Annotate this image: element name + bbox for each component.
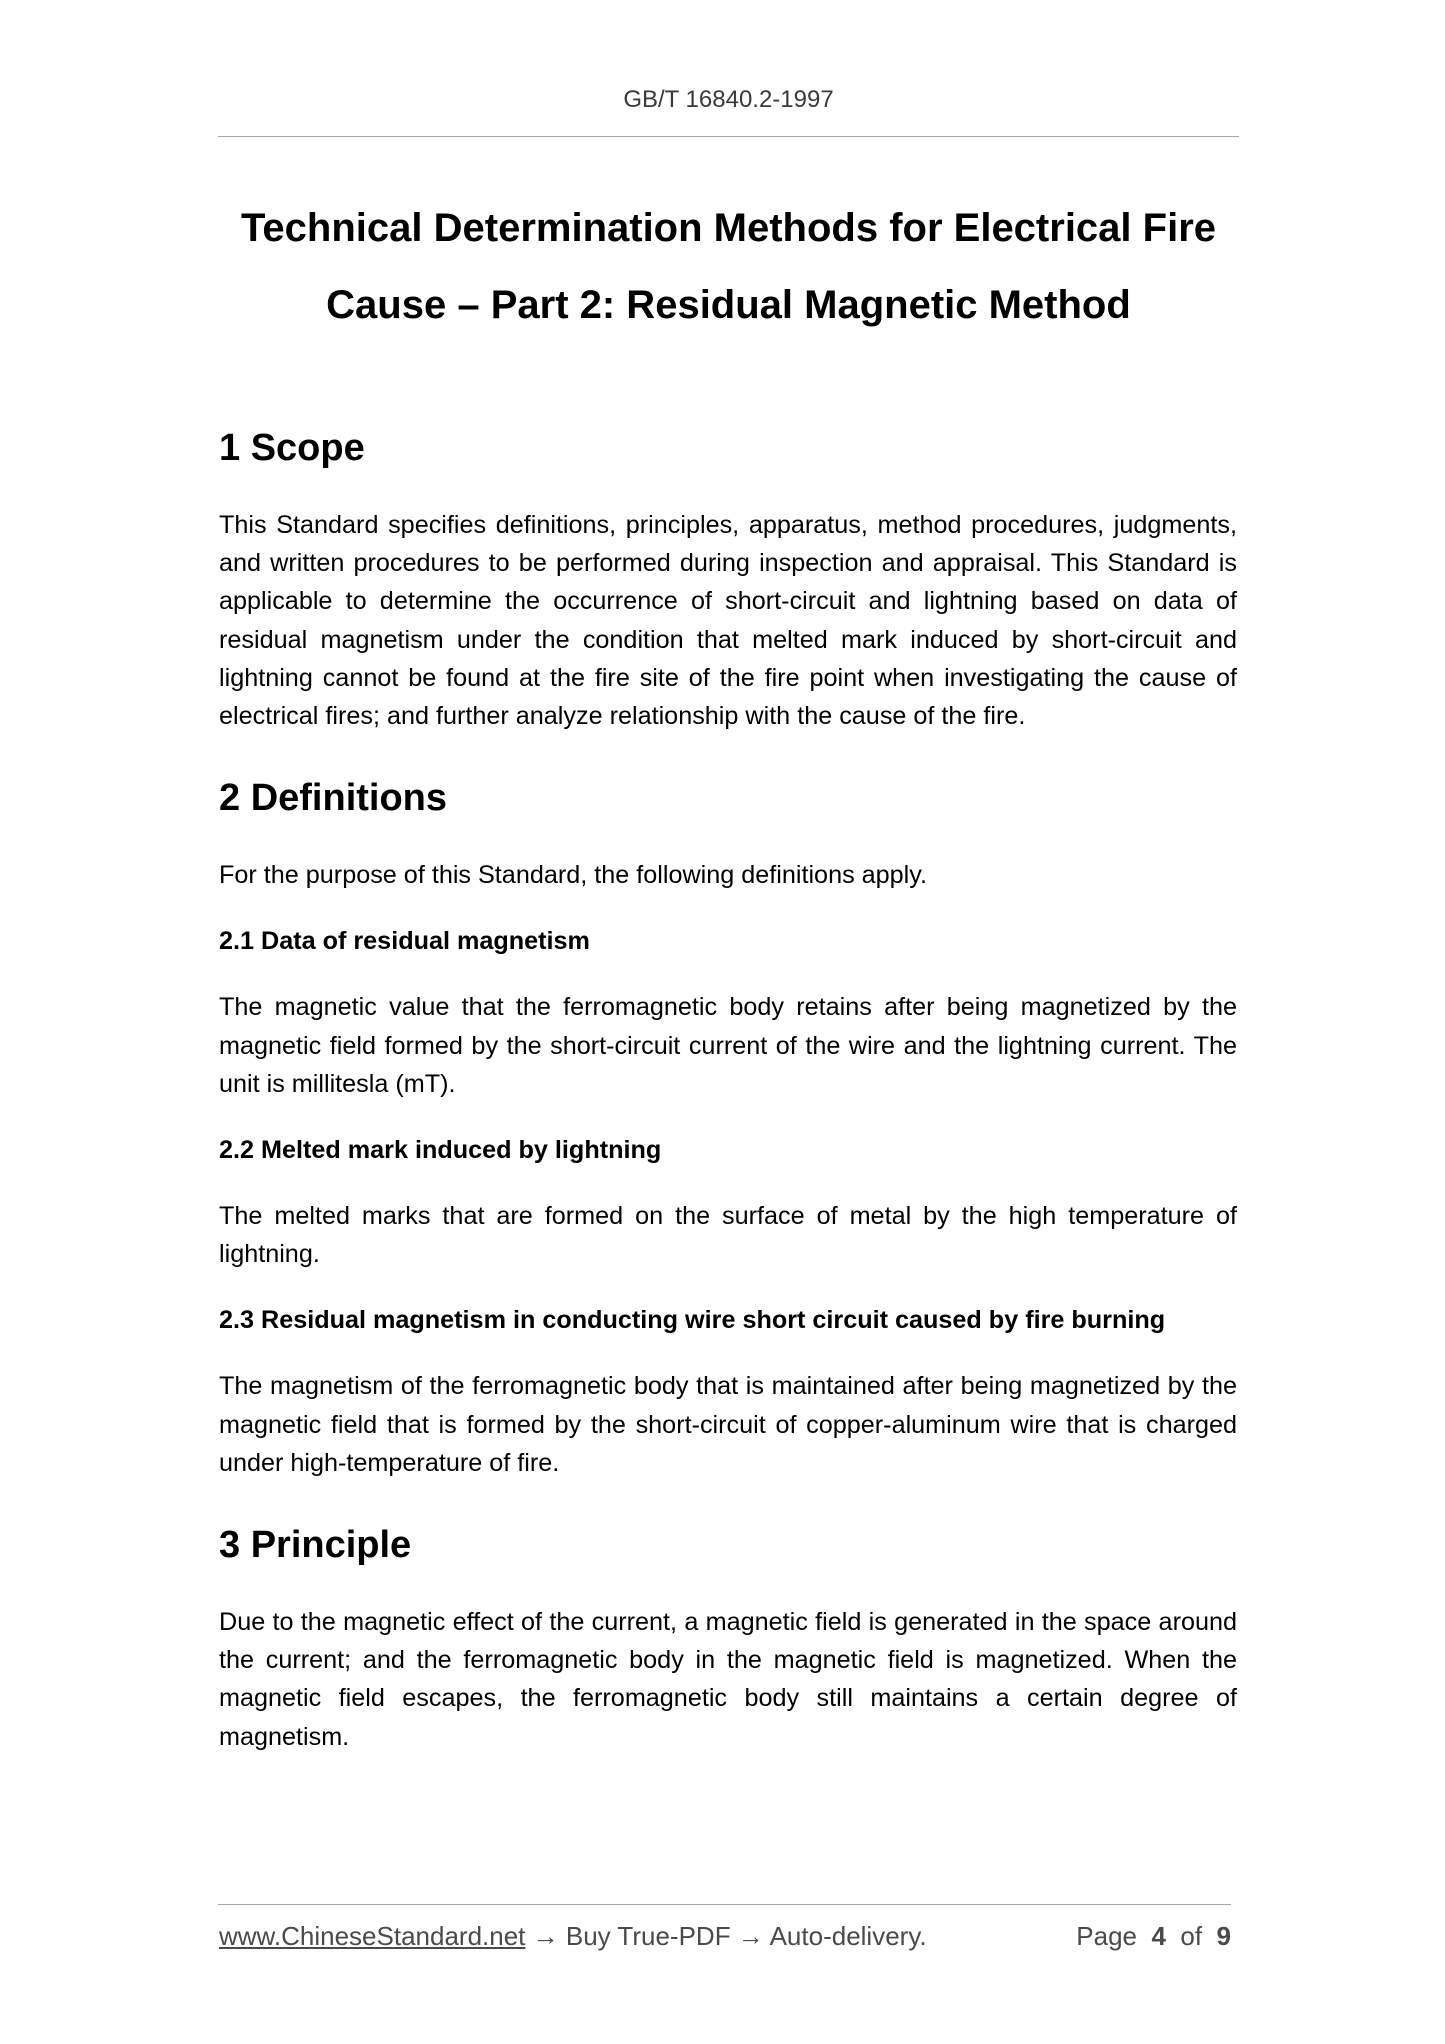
definition-text: The magnetism of the ferromagnetic body that is maintained after being magnetized by the magnetic field that is formed by the short-circuit of copper-aluminum wire that is charged under high-temperature of fire. bbox=[219, 1372, 1237, 1477]
definition-text: The melted marks that are formed on the surface of metal by the high temperature of lightning. bbox=[219, 1202, 1237, 1269]
footer-tagline: → Buy True-PDF → Auto-delivery. bbox=[532, 1921, 927, 1951]
definition-term: 2.3 Residual magnetism in conducting wire short circuit caused by fire burning bbox=[219, 1306, 1166, 1335]
website-link[interactable]: www.ChineseStandard.net bbox=[219, 1921, 526, 1951]
page-label: Page bbox=[1076, 1921, 1138, 1951]
footer-divider bbox=[218, 1904, 1231, 1905]
section-heading-scope: 1 Scope bbox=[219, 427, 365, 469]
document-title bbox=[218, 190, 1239, 344]
page-indicator bbox=[1076, 1921, 1231, 1952]
definitions-intro: For the purpose of this Standard, the following definitions apply. bbox=[219, 861, 928, 890]
scope-paragraph: This Standard specifies definitions, principles, apparatus, method procedures, judgments, and written procedures to be performed during inspection and appraisal. This Standard is applicable to determine the occurrence of short-circuit and lightning based on data of residual magnetism under the condition that melted mark induced by short-circuit and lightning cannot be found at the fire site of the fire point when investigating the cause of electrical fires; and further analyze relationship with the cause of the fire. bbox=[219, 511, 1237, 731]
current-page-number: 4 bbox=[1151, 1921, 1166, 1951]
total-pages-number: 9 bbox=[1216, 1921, 1231, 1951]
title-line-1: Technical Determination Methods for Electrical Fire bbox=[240, 206, 1217, 250]
principle-paragraph: Due to the magnetic effect of the current, a magnetic field is generated in the space around the current; and the ferromagnetic body in the magnetic field is magnetized. When the magnetic field escapes, the ferromagnetic body still maintains a certain degree of magnetism. bbox=[219, 1608, 1237, 1751]
running-header: GB/T 16840.2-1997 bbox=[623, 86, 834, 113]
definition-term: 2.2 Melted mark induced by lightning bbox=[219, 1136, 662, 1165]
of-label: of bbox=[1180, 1921, 1203, 1951]
definition-term: 2.1 Data of residual magnetism bbox=[219, 927, 590, 956]
document-body bbox=[219, 420, 1237, 1756]
header-divider bbox=[218, 136, 1239, 137]
definition-text: The magnetic value that the ferromagnetic body retains after being magnetized by the magnetic field formed by the short-circuit current of the wire and the lightning current. The unit is millitesla (mT). bbox=[219, 993, 1237, 1098]
section-heading-principle: 3 Principle bbox=[219, 1524, 412, 1567]
footer-promo bbox=[219, 1921, 927, 1952]
title-line-2: Cause – Part 2: Residual Magnetic Method bbox=[326, 283, 1131, 327]
section-heading-definitions: 2 Definitions bbox=[219, 777, 448, 820]
